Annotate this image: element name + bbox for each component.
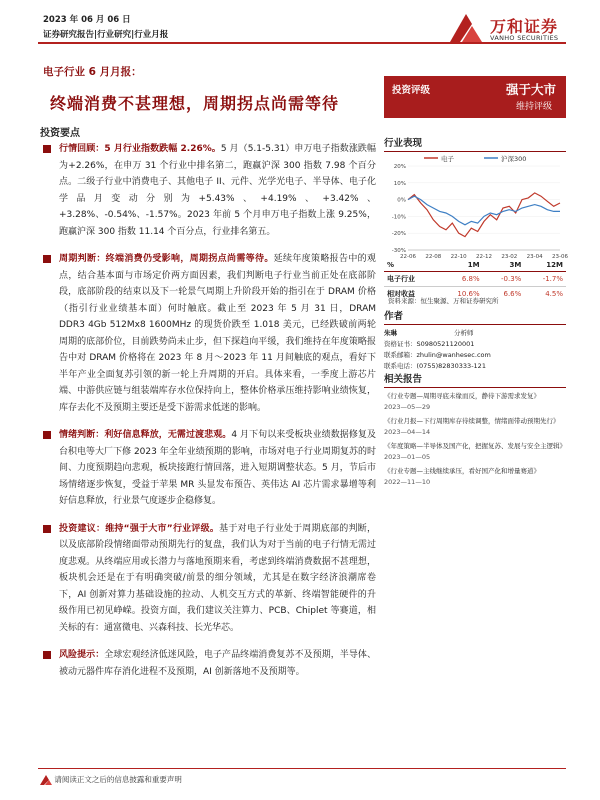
row-label: 相对收益: [387, 290, 415, 298]
rating-label: 投资评级: [392, 85, 431, 96]
email-line: [384, 350, 566, 361]
bullet-lead: 投资建议：维持“强于大市”行业评级。: [59, 523, 220, 534]
legend-label: 沪深300: [501, 155, 527, 163]
email-label: 联系邮箱：: [384, 351, 417, 359]
performance-table: [384, 259, 566, 301]
key-points: [40, 141, 376, 691]
bullet-sentiment: [40, 427, 376, 510]
bullet-square-icon: [43, 255, 51, 263]
author-name: 朱琳: [384, 329, 397, 337]
page-title: 终端消费不甚理想，周期拐点尚需等待: [50, 94, 340, 113]
rating-value: 强于大市: [505, 82, 556, 97]
report-type-line: 电子行业 6 月月报：: [43, 66, 142, 78]
related-report-date: 2023—01—05: [384, 453, 431, 461]
table-cell: -0.3%: [500, 275, 522, 283]
related-report-item[interactable]: [384, 391, 566, 413]
row-label: 电子行业: [387, 275, 415, 283]
col-header: 12M: [546, 261, 563, 269]
y-tick-label: -10%: [391, 214, 406, 221]
related-report-item[interactable]: [384, 416, 566, 438]
company-logo: [448, 12, 568, 46]
col-header: %: [387, 261, 395, 269]
data-source: 资料来源：恒生聚源、万和证券研究所: [388, 297, 499, 305]
rating-box: [384, 76, 566, 118]
related-report-item[interactable]: [384, 441, 566, 463]
breadcrumb: 证券研究报告|行业研究|行业月报: [43, 30, 169, 40]
table-cell: 4.5%: [545, 290, 563, 298]
logo-mark-icon: [448, 12, 484, 44]
x-tick-label: 22-06: [400, 254, 416, 260]
footer-text: 请阅读正文之后的信息披露和重要声明: [54, 775, 182, 784]
section-title: 投资要点: [40, 128, 80, 139]
related-report-title[interactable]: 《行业专题—主线继续承压，看好国产化和增量赛道》: [384, 467, 540, 475]
header-rule: [38, 42, 566, 44]
col-header: 3M: [509, 261, 522, 269]
related-report-date: 2022—11—10: [384, 478, 431, 486]
table-cell: 6.8%: [461, 275, 480, 283]
series-line-csi300: [408, 196, 560, 225]
related-report-date: 2023—05—29: [384, 403, 431, 411]
bullet-market-review: [40, 141, 376, 240]
report-date: 2023 年 06 月 06 日: [43, 15, 131, 25]
table-header-row: [384, 259, 566, 272]
related-report-title[interactable]: 《年度策略—半导体及国产化，把握复苏、发展与安全主逻辑》: [384, 442, 566, 450]
cert-line: [384, 339, 566, 350]
y-tick-label: 10%: [393, 180, 406, 187]
bullet-square-icon: [43, 525, 51, 533]
bullet-advice: [40, 521, 376, 637]
x-tick-label: 23-02: [501, 254, 518, 260]
perf-title: 行业表现: [384, 135, 566, 152]
x-tick-label: 23-06: [552, 254, 568, 260]
phone-value: (0755)82830333-121: [416, 362, 486, 370]
bullet-lead: 情绪判断：利好信息释放，无需过渡悲观。: [59, 430, 232, 440]
bullet-body: 延续年度策略报告中的观点，结合基本面与市场定价两方面因素，我们判断电子行业当前正处在底部阶段，底部阶段的结束以及下一轮景气周期上升阶段开始的指引在于 DRAM 价格（指引行业业绩基本面）何时触底。截止至 2023 年 5 月 31 日，DRAM DDR3 4Gb 512Mx8 1600MHz 的现货价跌至 1.018 美元，已经跌破前两轮周期的底部价位，目前跌势尚未止步，但下探趋向平缓，我们维持在年度策略报告中对 DRAM 价格将在 2023 年 8 月～2023 年 11 月间触底的观点，看好下半年产业全面复苏引领的新一轮上升周期的开启。具体来看，一季度上游芯片端、中游供应链与组装端库存水位保持向上，整体价格承压维持影响业绩恢复，库存去化不及预期主要还是受下游需求低迷的影响。: [59, 254, 376, 413]
cert-value: S0980521120001: [416, 340, 475, 348]
bullet-body: 基于对电子行业处于周期底部的判断，以及底部阶段情绪面带动预期先行的复盘，我们认为对于当前的电子行情无需过度悲观。从终端应用或长潜力与落地预期来看，考虑到终端消费数据不甚理想，板块机会还是在于有明确突破/前景的细分领域，尤其是在数字经济浪潮席卷下，AI 创新对算力基础设施的拉动、人机交互方式的革新、终端智能硬件的升级作用已初见峥嵘。投资方面，我们建议关注算力、PCB、Chiplet 等赛道，相关标的有：通富微电、兴森科技、长光华芯。: [59, 523, 376, 633]
cert-label: 资格证书：: [384, 340, 417, 348]
bullet-body: 4 月下旬以来受板块业绩数据修复及台积电等大厂下修 2023 年全年业绩预期的影响，市场对电子行业周期复苏的时间、力度预期趋向悲观，板块接跑行情回落，进入短期调整状态。5 月，节后市场情绪逐步恢复，受益于苹果 MR 头显发布预告、英伟达 AI 芯片需求暴增等利好信息释放，行业景气度逐步企稳修复。: [59, 430, 376, 506]
bullet-lead: 风险提示：: [59, 650, 105, 660]
table-cell: 10.6%: [457, 290, 480, 298]
footer-rule: [38, 768, 566, 769]
bullet-square-icon: [43, 145, 51, 153]
related-report-date: 2023—04—14: [384, 428, 431, 436]
phone-label: 联系电话：: [384, 362, 417, 370]
related-title: 相关报告: [384, 371, 566, 388]
x-tick-label: 23-04: [526, 254, 543, 260]
author-line: [384, 328, 566, 339]
related-report-item[interactable]: [384, 466, 566, 488]
y-tick-label: 20%: [393, 164, 406, 170]
x-tick-label: 22-10: [450, 254, 467, 260]
logo-text-en: VANHO SECURITIES: [490, 34, 559, 42]
performance-chart: [384, 152, 566, 264]
footer-disclaimer: [40, 774, 182, 785]
related-reports: [384, 371, 566, 488]
legend-label: 电子: [441, 155, 454, 163]
x-tick-label: 22-08: [425, 254, 442, 260]
bullet-square-icon: [43, 431, 51, 439]
table-row: [384, 272, 566, 287]
rating-sub: 维持评级: [515, 102, 552, 112]
author-block: [384, 308, 566, 372]
email-value[interactable]: zhulin@wanhesec.com: [416, 351, 491, 359]
table-cell: -1.7%: [542, 275, 563, 283]
footer-logo-icon: [40, 775, 52, 785]
table-cell: 6.6%: [503, 290, 522, 298]
col-header: 1M: [467, 261, 480, 269]
y-tick-label: -30%: [391, 248, 406, 254]
bullet-risk: [40, 647, 376, 680]
bullet-square-icon: [43, 651, 51, 659]
bullet-body: 全球宏观经济低迷风险，电子产品终端消费复苏不及预期，半导体、被动元器件库存消化进程不及预期，AI 创新落地不及预期等。: [59, 650, 376, 677]
author-role: 分析师: [454, 329, 474, 337]
industry-performance: [384, 135, 566, 263]
bullet-lead: 周期判断：终端消费仍受影响，周期拐点尚需等待。: [59, 254, 274, 264]
y-tick-label: 0%: [397, 197, 406, 204]
logo-text-cn: 万和证券: [490, 17, 559, 36]
related-report-title[interactable]: 《行业月报—下行周期库存待续调整，情绪面带动预期先行》: [384, 417, 560, 425]
author-title: 作者: [384, 308, 566, 325]
x-tick-label: 22-12: [476, 254, 492, 260]
y-tick-label: -20%: [391, 231, 406, 238]
related-report-title[interactable]: 《行业专题—周期寻底未缘而反，静待下游需求发复》: [384, 392, 540, 400]
bullet-body: 5 月（5.1-5.31）申万电子指数涨跌幅为+2.26%，在申万 31 个行业中排名第二，跑赢沪深 300 指数 7.98 个百分点。二级子行业中消费电子、其他电子 II、元件、光学光电子、半导体、电子化学品月变动分别为+5.43%、+4.19%、+3.42%、+3.28%、-0.54%、-1.57%。2023 年前 5 个月申万电子指数上涨 9.25%，跑赢沪深 300 指数 11.14 个百分点，行业排名第五。: [59, 144, 376, 237]
bullet-cycle: [40, 251, 376, 416]
bullet-lead: 行情回顾：5 月行业指数跌幅 2.26%。: [59, 144, 221, 154]
